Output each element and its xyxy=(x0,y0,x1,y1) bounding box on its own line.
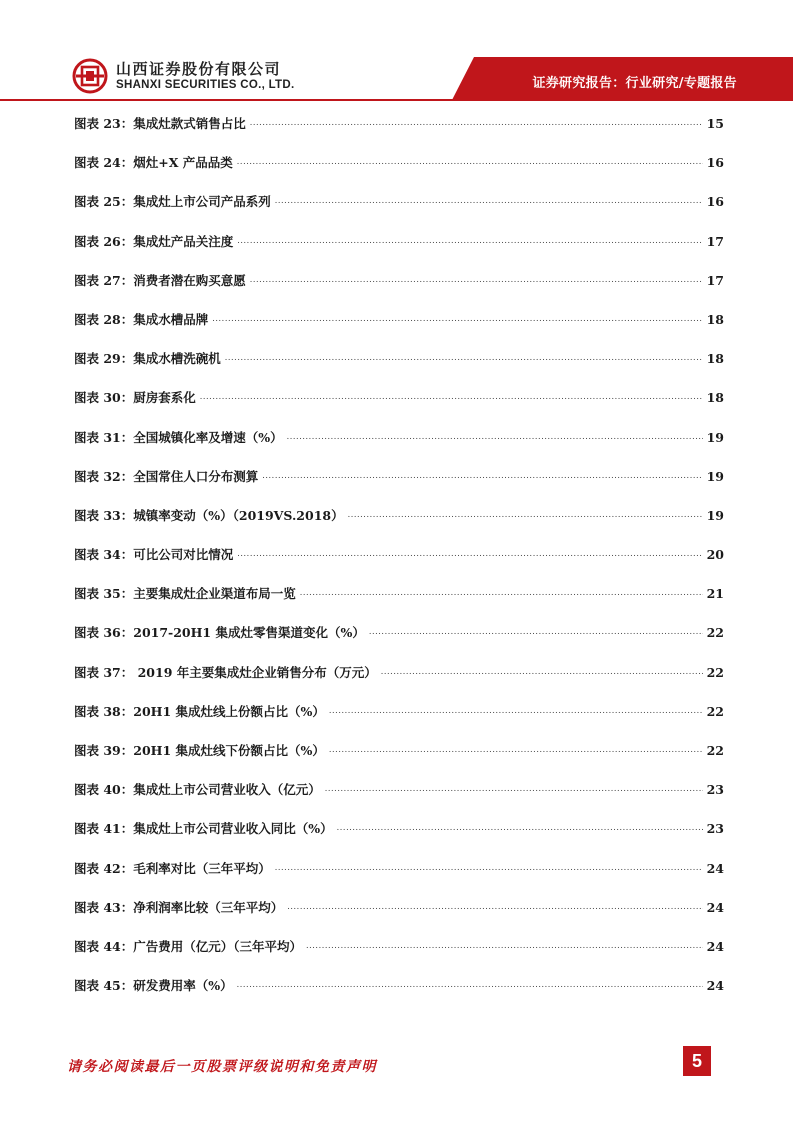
toc-entry[interactable] xyxy=(74,232,724,271)
toc-entry-label: 图表 26：集成灶产品关注度 xyxy=(74,233,234,249)
toc-entry-page: 22 xyxy=(706,703,724,719)
toc-entry-label: 图表 44：广告费用（亿元）（三年平均） xyxy=(74,938,302,954)
toc-entry[interactable] xyxy=(74,271,724,310)
toc-leader-dots xyxy=(348,503,703,525)
toc-entry-label: 图表 30：厨房套系化 xyxy=(74,390,196,406)
toc-entry-page: 22 xyxy=(706,625,724,641)
toc-entry-page: 17 xyxy=(706,272,724,288)
toc-entry-page: 18 xyxy=(706,311,724,327)
toc-entry[interactable] xyxy=(74,310,724,349)
toc-entry-label: 图表 27：消费者潜在购买意愿 xyxy=(74,272,246,288)
toc-entry[interactable] xyxy=(74,584,724,623)
toc-entry[interactable] xyxy=(74,153,724,192)
toc-entry[interactable] xyxy=(74,114,724,153)
toc-entry-page: 19 xyxy=(706,429,724,445)
toc-entry[interactable] xyxy=(74,819,724,858)
toc-entry-page: 22 xyxy=(706,743,724,758)
toc-entry-page: 18 xyxy=(706,351,724,367)
toc-entry[interactable] xyxy=(74,741,724,780)
toc-leader-dots xyxy=(262,464,702,486)
toc-leader-dots xyxy=(225,346,703,368)
toc-leader-dots xyxy=(369,620,703,642)
toc-leader-dots xyxy=(329,738,703,760)
header-rule xyxy=(0,99,793,101)
toc-leader-dots xyxy=(275,189,703,211)
toc-entry-label: 图表 24：烟灶+X 产品品类 xyxy=(74,155,233,171)
toc-entry[interactable] xyxy=(74,976,724,1015)
toc-entry-label: 图表 39：20H1 集成灶线下份额占比（%） xyxy=(74,743,325,758)
toc-entry-label: 图表 32：全国常住人口分布测算 xyxy=(74,468,259,484)
toc-entry-label: 图表 37： 2019 年主要集成灶企业销售分布（万元） xyxy=(74,664,377,680)
toc-leader-dots xyxy=(306,934,703,956)
toc-leader-dots xyxy=(337,816,703,838)
toc-entry[interactable] xyxy=(74,192,724,231)
toc-leader-dots xyxy=(300,581,703,603)
toc-entry-label: 图表 28：集成水槽品牌 xyxy=(74,311,209,327)
toc-entry-page: 24 xyxy=(706,899,724,915)
toc-entry-label: 图表 35：主要集成灶企业渠道布局一览 xyxy=(74,586,296,602)
toc-entry-page: 24 xyxy=(706,860,724,876)
figure-table-of-contents xyxy=(74,114,724,1015)
report-type-label: 证券研究报告：行业研究/专题报告 xyxy=(532,76,737,91)
toc-entry[interactable] xyxy=(74,780,724,819)
company-name-cn: 山西证券股份有限公司 xyxy=(116,60,282,78)
toc-entry-label: 图表 23：集成灶款式销售占比 xyxy=(74,116,246,131)
toc-leader-dots xyxy=(325,777,703,799)
toc-entry-label: 图表 41：集成灶上市公司营业收入同比（%） xyxy=(74,821,333,837)
toc-entry-label: 图表 25：集成灶上市公司产品系列 xyxy=(74,194,271,210)
toc-entry-page: 24 xyxy=(706,978,724,994)
toc-leader-dots xyxy=(237,229,702,251)
page-header xyxy=(0,0,793,105)
company-name-en: SHANXI SECURITIES CO., LTD. xyxy=(116,79,295,91)
toc-entry-page: 19 xyxy=(706,507,724,523)
toc-entry-label: 图表 29：集成水槽洗碗机 xyxy=(74,351,221,367)
toc-entry[interactable] xyxy=(74,349,724,388)
toc-entry[interactable] xyxy=(74,937,724,976)
toc-leader-dots xyxy=(237,150,703,172)
toc-entry[interactable] xyxy=(74,467,724,506)
toc-leader-dots xyxy=(287,425,703,447)
toc-entry-label: 图表 33：城镇率变动（%）（2019VS.2018） xyxy=(74,507,344,523)
toc-entry-label: 图表 36：2017-20H1 集成灶零售渠道变化（%） xyxy=(74,625,365,641)
toc-entry-page: 19 xyxy=(706,468,724,484)
toc-leader-dots xyxy=(250,111,703,133)
toc-entry-label: 图表 43：净利润率比较（三年平均） xyxy=(74,899,284,915)
toc-entry-label: 图表 42：毛利率对比（三年平均） xyxy=(74,860,271,876)
toc-entry-page: 21 xyxy=(706,586,724,602)
toc-leader-dots xyxy=(329,699,703,721)
footer-disclaimer: 请务必阅读最后一页股票评级说明和免责声明 xyxy=(67,1059,377,1075)
toc-entry[interactable] xyxy=(74,702,724,741)
toc-entry-page: 15 xyxy=(706,116,724,131)
toc-entry-page: 22 xyxy=(706,664,724,680)
toc-entry-page: 16 xyxy=(706,194,724,210)
toc-entry-page: 20 xyxy=(706,547,724,563)
toc-entry-page: 16 xyxy=(706,155,724,171)
toc-leader-dots xyxy=(250,268,703,290)
toc-entry[interactable] xyxy=(74,545,724,584)
toc-entry-label: 图表 34：可比公司对比情况 xyxy=(74,547,234,563)
toc-entry[interactable] xyxy=(74,428,724,467)
toc-entry[interactable] xyxy=(74,623,724,662)
toc-leader-dots xyxy=(381,660,703,682)
page-number: 5 xyxy=(683,1046,711,1076)
toc-entry-page: 23 xyxy=(706,821,724,837)
toc-leader-dots xyxy=(237,542,702,564)
toc-entry-label: 图表 38：20H1 集成灶线上份额占比（%） xyxy=(74,703,325,719)
toc-entry[interactable] xyxy=(74,663,724,702)
toc-entry-page: 18 xyxy=(706,390,724,406)
toc-leader-dots xyxy=(212,307,702,329)
shanxi-securities-logo-icon xyxy=(72,58,108,94)
toc-leader-dots xyxy=(200,385,703,407)
toc-entry-label: 图表 40：集成灶上市公司营业收入（亿元） xyxy=(74,782,321,798)
toc-entry-page: 23 xyxy=(706,782,724,798)
toc-leader-dots xyxy=(275,856,703,878)
toc-entry[interactable] xyxy=(74,898,724,937)
toc-entry[interactable] xyxy=(74,859,724,898)
toc-entry-label: 图表 45：研发费用率（%） xyxy=(74,978,233,994)
toc-entry-page: 17 xyxy=(706,233,724,249)
toc-entry-page: 24 xyxy=(706,938,724,954)
toc-leader-dots xyxy=(287,895,702,917)
toc-entry-label: 图表 31：全国城镇化率及增速（%） xyxy=(74,429,283,445)
toc-entry[interactable] xyxy=(74,388,724,427)
toc-leader-dots xyxy=(237,973,703,995)
toc-entry[interactable] xyxy=(74,506,724,545)
